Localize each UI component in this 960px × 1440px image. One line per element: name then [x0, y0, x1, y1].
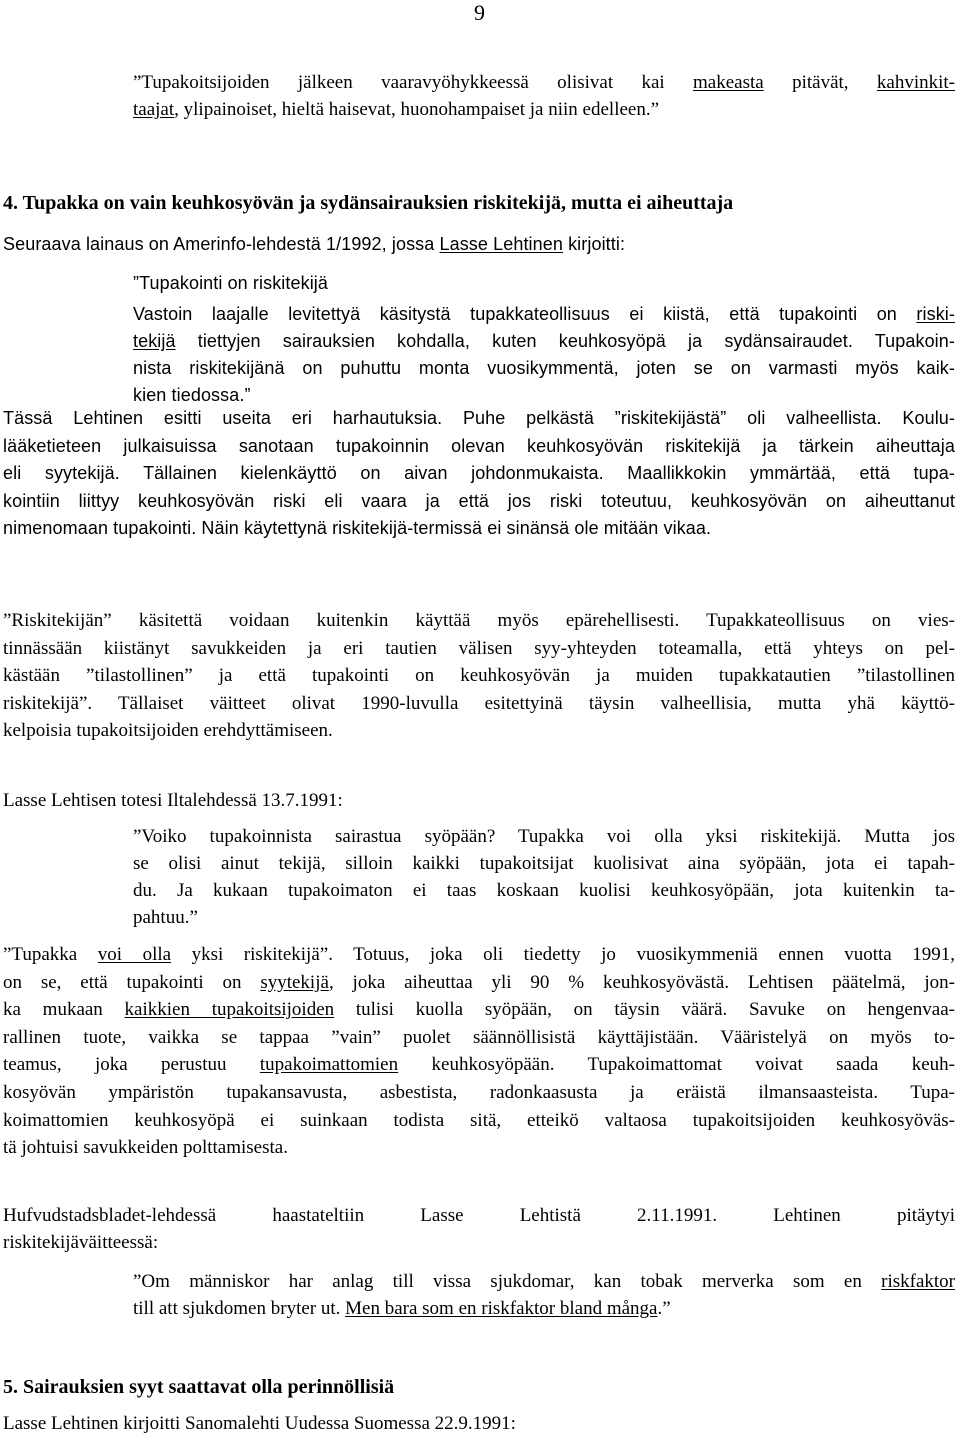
underlined-text: kahvinkit-: [876, 72, 955, 93]
section-4-intro: Seuraava lainaus on Amerinfo-lehdestä 1/1992, jossa Lasse Lehtinen kirjoitti:: [3, 234, 626, 254]
text-line: riskitekijäväitteessä:: [3, 1232, 159, 1253]
quote-line: Vastoin laajalle levitettyä käsitystä tupakkateollisuus ei kiistä, että tupakointi on riski-: [133, 304, 955, 324]
text-line: tinnässään kiistänyt savukkeiden ja eri tautien välisen syy-yhteyden toteamalla, että yhteys on pel-: [3, 637, 955, 659]
quote-line: till att sjukdomen bryter ut. Men bara som en riskfaktor bland många.”: [133, 1298, 671, 1319]
iltalehti-quote: [133, 823, 955, 931]
underlined-text: tupakoimattomien: [259, 1054, 399, 1076]
quote-line: nista riskitekijänä on puhuttu monta vuosikymmentä, joten se on varmasti myös kaik-: [133, 358, 955, 378]
underlined-text: riski-: [916, 304, 955, 324]
quote-title: ”Tupakointi on riskitekijä: [133, 273, 329, 293]
amerinfo-quote: [133, 270, 955, 409]
iltalehti-intro: Lasse Lehtisen totesi Iltalehdessä 13.7.1991:: [3, 790, 343, 811]
quote-line: taajat, ylipainoiset, hieltä haisevat, huonohampaiset ja niin edelleen.”: [133, 99, 660, 120]
text-line: ka mukaan kaikkien tupakoitsijoiden tulisi kuolla syöpään, on täysin väärä. Savuke on hengenvaa-: [3, 999, 956, 1021]
riskitekija-paragraph: [3, 607, 955, 745]
section-5-intro: Lasse Lehtinen kirjoitti Sanomalehti Uudessa Suomessa 22.9.1991:: [3, 1413, 516, 1434]
underlined-text: kaikkien tupakoitsijoiden: [124, 999, 335, 1021]
text-line: teamus, joka perustuu tupakoimattomien keuhkosyöpään. Tupakoimattomat voivat saada keuh-: [3, 1054, 955, 1076]
underlined-text: Lasse Lehtinen: [439, 234, 563, 254]
hbl-quote: [133, 1268, 955, 1322]
quote-line: kien tiedossa.”: [133, 385, 251, 405]
text-line: eli syytekijä. Tällainen kielenkäyttö on aivan johdonmukaista. Maallikkokin ymmärtää, että tupa-: [3, 463, 955, 483]
text-line: on se, että tupakointi on syytekijä, joka aiheuttaa yli 90 % keuhkosyövästä. Lehtisen päätelmä, jon-: [3, 971, 955, 993]
underlined-text: riskfaktor: [881, 1271, 955, 1292]
opening-quote: [133, 69, 955, 123]
text-line: kointiin liittyy keuhkosyövän riski eli vaara ja että jos riski toteutuu, keuhkosyövän on aiheuttanut: [3, 490, 955, 511]
page-number: 9: [474, 0, 485, 25]
text-line: ”Tupakka voi olla yksi riskitekijä”. Totuus, joka oli tiedetty jo vuosikymmeniä ennen vuotta 1991,: [3, 944, 955, 965]
underlined-text: makeasta: [693, 72, 764, 93]
underlined-text: syytekijä: [260, 971, 329, 993]
underlined-text: Men bara som en riskfaktor bland många: [345, 1298, 658, 1319]
quote-line: du. Ja kukaan tupakoimaton ei taas koskaan kuolisi keuhkosyöpään, jota kuitenkin ta-: [133, 880, 955, 901]
quote-line: pahtuu.”: [133, 907, 198, 928]
text-line: Tässä Lehtinen esitti useita eri harhautuksia. Puhe pelkästä ”riskitekijästä” oli valheellista. Koulu-: [3, 408, 955, 428]
hbl-intro: [3, 1202, 955, 1256]
quote-line: ”Om människor har anlag till vissa sjukdomar, kan tobak merverka som en riskfaktor: [133, 1271, 955, 1292]
commentary-paragraph: [3, 405, 955, 543]
underlined-text: taajat: [133, 99, 175, 120]
section-4-heading: 4. Tupakka on vain keuhkosyövän ja sydänsairauksien riskitekijä, mutta ei aiheuttaja: [3, 192, 734, 214]
text-line: rallinen tuote, vaikka se tappaa ”vain” puolet säännöllisistä käyttäjistään. Vääristelyä on myös to-: [3, 1026, 955, 1048]
quote-line: ”Voiko tupakoinnista sairastua syöpään? Tupakka voi olla yksi riskitekijä. Mutta jos: [133, 826, 955, 847]
rebuttal-paragraph: [3, 941, 955, 1162]
underlined-text: voi olla: [97, 944, 172, 965]
text-line: riskitekijä”. Tällaiset väitteet olivat 1990-luvulla esitettyinä täysin valheellisia, mutta yhä käyttö-: [3, 692, 955, 714]
quote-line: tekijä tiettyjen sairauksien kohdalla, kuten keuhkosyöpä ja sydänsairaudet. Tupakoin-: [133, 331, 955, 351]
text-line: koimattomien keuhkosyöpä ei suinkaan todista sitä, etteikö valtaosa tupakoitsijoiden keuhkosyöväs-: [3, 1109, 955, 1131]
text-line: ”Riskitekijän” käsitettä voidaan kuitenkin käyttää myös epärehellisesti. Tupakkateollisuus on vies-: [3, 610, 955, 631]
text-line: lääketieteen julkaisuissa sanotaan tupakoinnin olevan keuhkosyövän riskitekijä ja tärkein aiheuttaja: [3, 435, 955, 456]
text-line: kelpoisia tupakoitsijoiden erehdyttämiseen.: [3, 720, 333, 742]
text-line: kästään ”tilastollinen” ja että tupakointi on keuhkosyövän ja muiden tupakkatautien ”tilastollinen: [3, 665, 955, 687]
quote-line: ”Tupakoitsijoiden jälkeen vaaravyöhykkeessä olisivat kai makeasta pitävät, kahvinkit-: [133, 72, 955, 93]
text-line: kosyövän ympäristön tupakansavusta, asbestista, radonkaasusta ja eräistä ilmansaasteista. Tupa-: [3, 1081, 955, 1103]
section-5-heading: 5. Sairauksien syyt saattavat olla perinnöllisiä: [3, 1376, 395, 1398]
text-line: tä johtuisi savukkeiden polttamisesta.: [3, 1137, 288, 1159]
text-line: Hufvudstadsbladet-lehdessä haastateltiin Lasse Lehtistä 2.11.1991. Lehtinen pitäytyi: [3, 1205, 955, 1226]
quote-line: se olisi ainut tekijä, silloin kaikki tupakoitsijat kuolisivat aina syöpään, jota ei tapah-: [133, 853, 955, 874]
underlined-text: tekijä: [133, 331, 176, 351]
text-line: nimenomaan tupakointi. Näin käytettynä riskitekijä-termissä ei sinänsä ole mitään vikaa.: [3, 518, 712, 538]
